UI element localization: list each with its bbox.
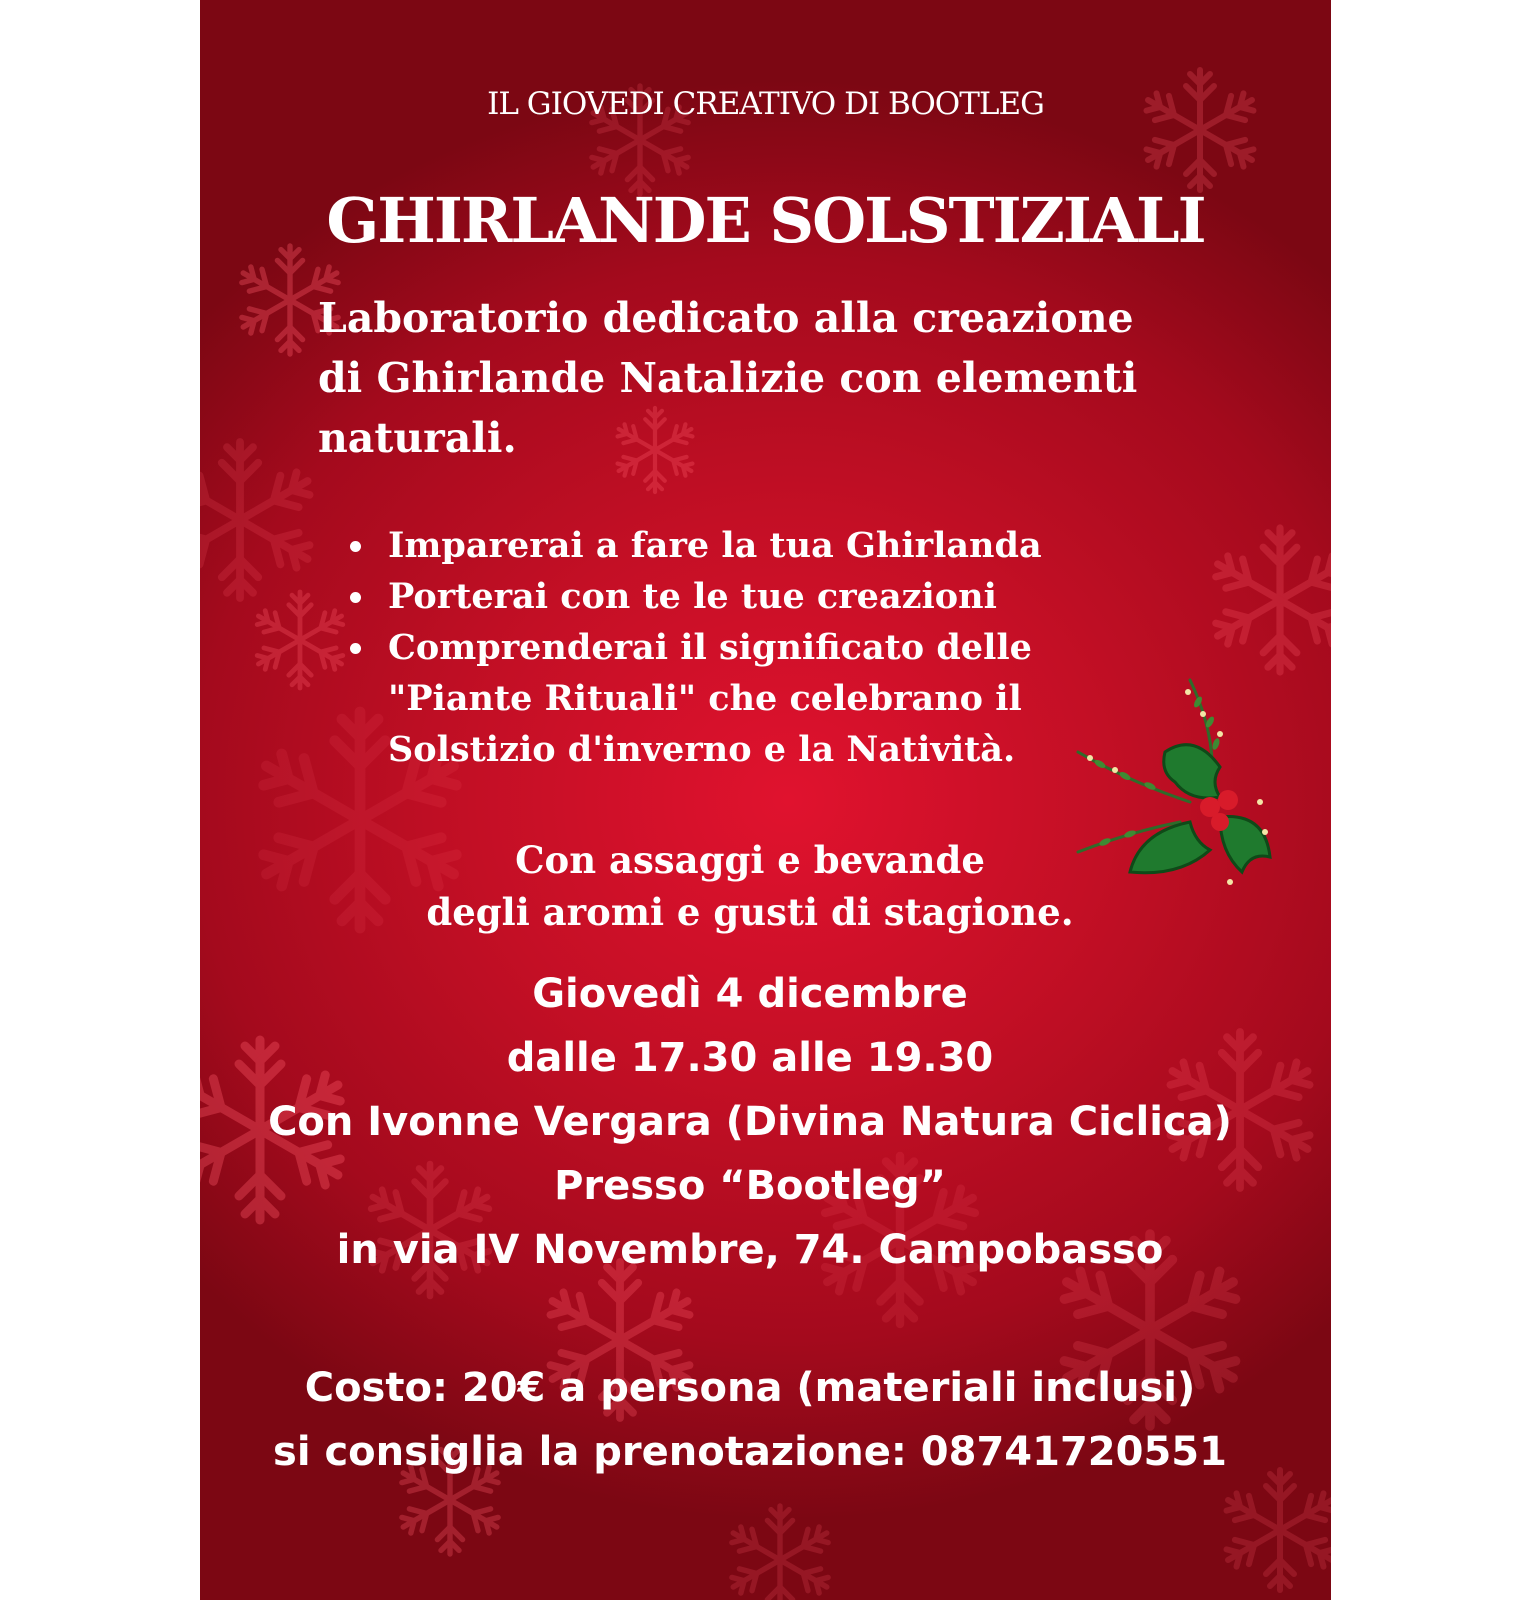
cost-line: Costo: 20€ a persona (materiali inclusi) <box>304 1365 1196 1411</box>
snowflake-icon <box>253 592 347 688</box>
list-item: Comprenderai il significato delle "Piante Rituali" che celebrano il Solstizio d'inverno e la Natività. <box>350 622 1110 775</box>
description-line: Laboratorio dedicato alla creazione <box>318 294 1134 342</box>
tasting-line: Con assaggi e bevande <box>515 838 985 882</box>
description-line: di Ghirlande Natalizie con elementi <box>318 354 1138 402</box>
tasting-line: degli aromi e gusti di stagione. <box>426 890 1074 934</box>
event-series-label: IL GIOVEDI CREATIVO DI BOOTLEG <box>487 86 1044 122</box>
snowflake-icon <box>727 1506 833 1600</box>
event-poster <box>200 0 1331 1600</box>
event-details <box>200 962 1300 1282</box>
event-date: Giovedì 4 dicembre <box>532 971 968 1017</box>
event-host: Con Ivonne Vergara (Divina Natura Ciclica) <box>268 1099 1232 1145</box>
list-item: Imparerai a fare la tua Ghirlanda <box>350 520 1110 571</box>
event-title: GHIRLANDE SOLSTIZIALI <box>326 184 1205 257</box>
booking-line: si consiglia la prenotazione: 08741720551 <box>273 1429 1227 1475</box>
event-time: dalle 17.30 alle 19.30 <box>506 1035 994 1081</box>
event-cost <box>200 1356 1300 1484</box>
snowflake-icon <box>1221 1470 1331 1590</box>
event-venue: Presso “Bootleg” <box>554 1163 946 1209</box>
tasting-note <box>200 834 1300 938</box>
event-address: in via IV Novembre, 74. Campobasso <box>336 1227 1164 1273</box>
snowflake-icon <box>1209 528 1331 672</box>
list-item: Porterai con te le tue creazioni <box>350 571 1110 622</box>
description-line: naturali. <box>318 414 517 462</box>
event-description <box>318 288 1218 468</box>
benefits-list <box>350 520 1110 775</box>
snowflake-icon <box>200 442 317 598</box>
